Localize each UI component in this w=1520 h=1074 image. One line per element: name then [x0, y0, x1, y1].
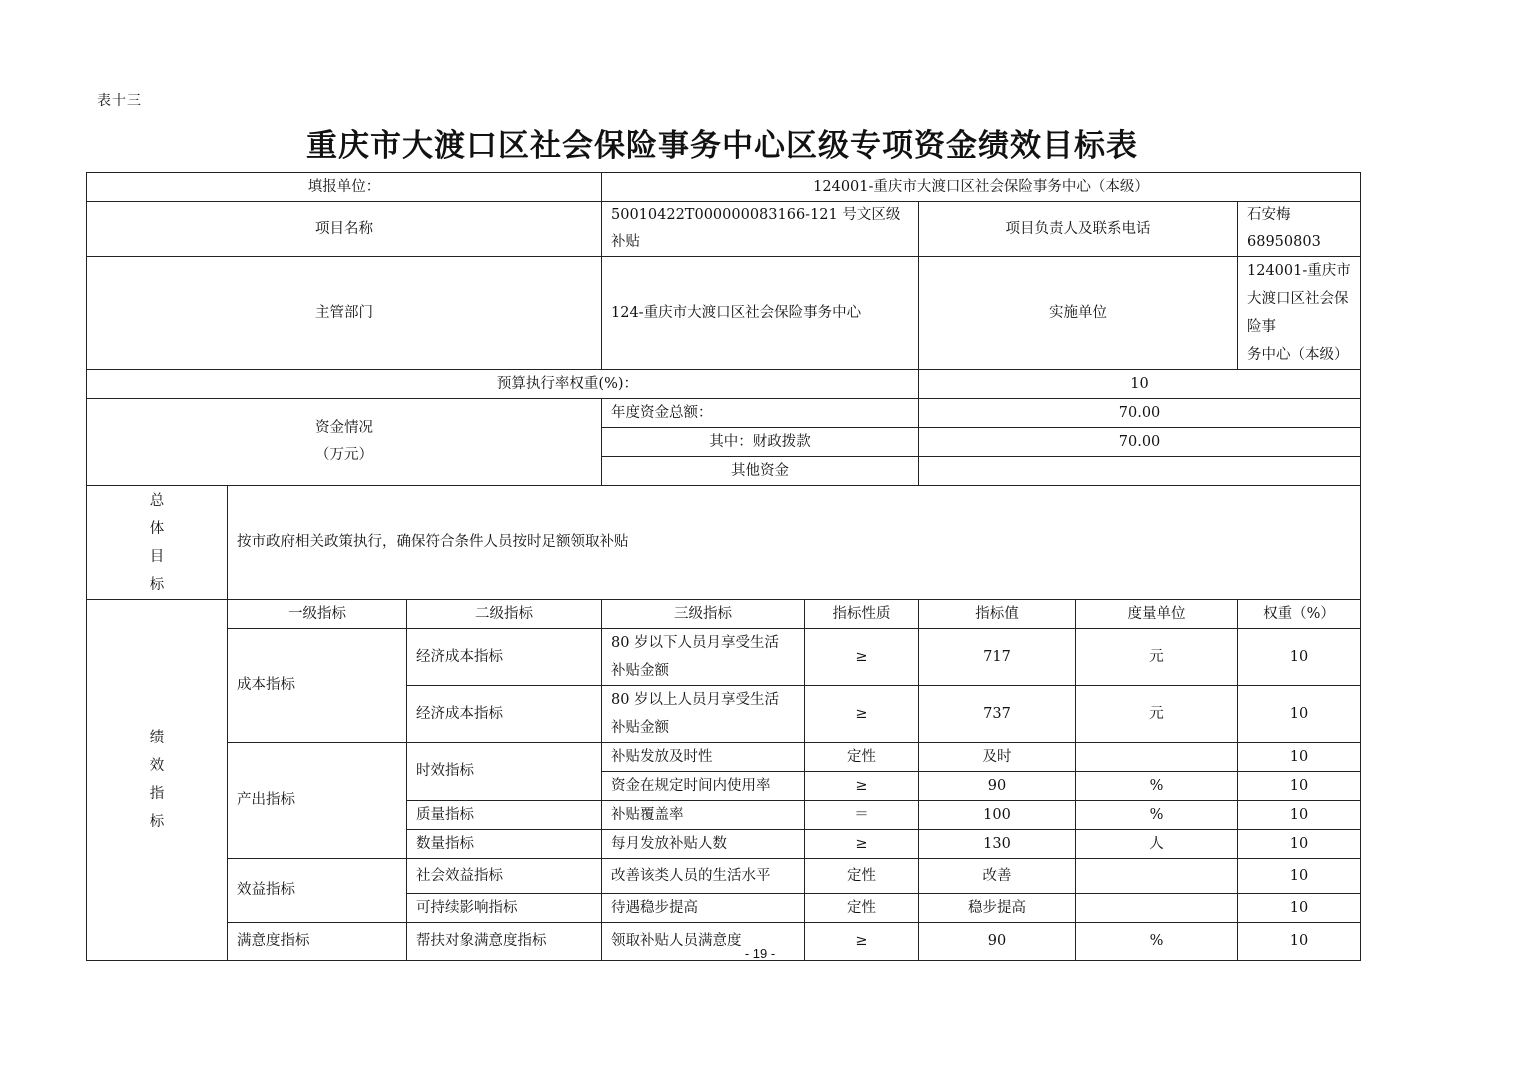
value-cell: 100 [919, 801, 1076, 830]
weight-cell: 10 [1238, 859, 1361, 894]
weight-cell: 10 [1238, 686, 1361, 743]
overall-goal-char: 目 [149, 548, 165, 565]
value-cell: 改善 [919, 859, 1076, 894]
nature-cell: ≥ [805, 629, 919, 686]
page-number: - 19 - [744, 946, 776, 961]
table-row [87, 743, 1361, 772]
perf-char: 效 [149, 758, 165, 774]
fill-unit-value: 124001-重庆市大渡口区社会保险事务中心（本级） [602, 173, 1361, 202]
level3-line1: 80 岁以上人员月享受生活 [611, 692, 780, 708]
level2-cell: 经济成本指标 [407, 686, 602, 743]
level3-cell: 补贴覆盖率 [602, 801, 805, 830]
value-cell: 90 [919, 772, 1076, 801]
funds-label-line1: 资金情况 [315, 420, 373, 436]
table-label: 表十三 [97, 93, 142, 109]
other-funds-label: 其他资金 [602, 457, 919, 486]
level3-cell [602, 629, 805, 686]
unit-cell [1076, 743, 1238, 772]
nature-cell: ＝ [805, 801, 919, 830]
project-name-label: 项目名称 [87, 202, 602, 257]
overall-goal-char: 标 [149, 576, 165, 593]
unit-cell: 人 [1076, 830, 1238, 859]
document-title: 重庆市大渡口区社会保险事务中心区级专项资金绩效目标表 [306, 128, 1138, 164]
header-level3: 三级指标 [602, 600, 805, 629]
annual-total-value: 70.00 [919, 399, 1361, 428]
project-contact-value: 石安梅 68950803 [1238, 202, 1361, 257]
nature-cell: ≥ [805, 923, 919, 961]
unit-cell [1076, 894, 1238, 923]
weight-cell: 10 [1238, 743, 1361, 772]
project-contact-label: 项目负责人及联系电话 [919, 202, 1238, 257]
weight-cell: 10 [1238, 801, 1361, 830]
level1-output: 产出指标 [228, 743, 407, 859]
fill-unit-row [87, 173, 1361, 202]
unit-cell: 元 [1076, 629, 1238, 686]
level1-cost: 成本指标 [228, 629, 407, 743]
perf-indicator-label [87, 600, 228, 961]
value-cell: 130 [919, 830, 1076, 859]
dept-label: 主管部门 [87, 257, 602, 370]
level3-cell: 资金在规定时间内使用率 [602, 772, 805, 801]
value-cell: 稳步提高 [919, 894, 1076, 923]
level2-cell: 经济成本指标 [407, 629, 602, 686]
header-weight: 权重（%） [1238, 600, 1361, 629]
performance-goal-table [86, 172, 1361, 961]
weight-cell: 10 [1238, 830, 1361, 859]
header-level2: 二级指标 [407, 600, 602, 629]
level3-cell: 改善该类人员的生活水平 [602, 859, 805, 894]
value-cell: 737 [919, 686, 1076, 743]
annual-total-row [87, 399, 1361, 428]
nature-cell: ≥ [805, 686, 919, 743]
level3-cell: 领取补贴人员满意度 [602, 923, 805, 961]
fiscal-value: 70.00 [919, 428, 1361, 457]
unit-cell: % [1076, 801, 1238, 830]
level2-cell: 帮扶对象满意度指标 [407, 923, 602, 961]
funds-label [87, 399, 602, 486]
table-row [87, 859, 1361, 894]
project-name-row [87, 202, 1361, 257]
impl-label: 实施单位 [919, 257, 1238, 370]
unit-cell: % [1076, 772, 1238, 801]
impl-value-line2: 务中心（本级） [1247, 347, 1349, 363]
unit-cell: 元 [1076, 686, 1238, 743]
indicator-header-row [87, 600, 1361, 629]
level2-cell: 时效指标 [407, 743, 602, 801]
annual-total-label: 年度资金总额： [602, 399, 919, 428]
level3-cell: 待遇稳步提高 [602, 894, 805, 923]
level3-line2: 补贴金额 [611, 720, 669, 736]
impl-value [1238, 257, 1361, 370]
level2-cell: 数量指标 [407, 830, 602, 859]
header-nature: 指标性质 [805, 600, 919, 629]
weight-cell: 10 [1238, 629, 1361, 686]
nature-cell: ≥ [805, 772, 919, 801]
level2-cell: 质量指标 [407, 801, 602, 830]
nature-cell: 定性 [805, 894, 919, 923]
unit-cell: % [1076, 923, 1238, 961]
weight-cell: 10 [1238, 923, 1361, 961]
fill-unit-label: 填报单位： [87, 173, 602, 202]
header-level1: 一级指标 [228, 600, 407, 629]
level3-line1: 80 岁以下人员月享受生活 [611, 635, 780, 651]
unit-cell [1076, 859, 1238, 894]
weight-cell: 10 [1238, 894, 1361, 923]
overall-goal-text: 按市政府相关政策执行，确保符合条件人员按时足额领取补贴 [228, 486, 1361, 600]
level3-cell [602, 686, 805, 743]
perf-char: 指 [149, 786, 165, 802]
perf-char: 绩 [149, 730, 165, 746]
table-row [87, 629, 1361, 686]
level2-cell: 可持续影响指标 [407, 894, 602, 923]
header-unit: 度量单位 [1076, 600, 1238, 629]
weight-cell: 10 [1238, 772, 1361, 801]
nature-cell: 定性 [805, 743, 919, 772]
budget-weight-value: 10 [919, 370, 1361, 399]
dept-value: 124-重庆市大渡口区社会保险事务中心 [602, 257, 919, 370]
overall-goal-label [87, 486, 228, 600]
overall-goal-row [87, 486, 1361, 600]
value-cell: 90 [919, 923, 1076, 961]
level1-benefit: 效益指标 [228, 859, 407, 923]
level3-cell: 补贴发放及时性 [602, 743, 805, 772]
nature-cell: ≥ [805, 830, 919, 859]
funds-label-line2: （万元） [315, 447, 373, 463]
overall-goal-char: 总 [149, 492, 165, 509]
value-cell: 及时 [919, 743, 1076, 772]
other-funds-value [919, 457, 1361, 486]
budget-weight-label: 预算执行率权重(%)： [87, 370, 919, 399]
level2-cell: 社会效益指标 [407, 859, 602, 894]
department-row [87, 257, 1361, 370]
value-cell: 717 [919, 629, 1076, 686]
header-value: 指标值 [919, 600, 1076, 629]
impl-value-line1: 124001-重庆市大渡口区社会保险事 [1247, 263, 1351, 335]
project-name-value: 50010422T000000083166-121 号文区级补贴 [602, 202, 919, 257]
fiscal-label: 其中：财政拨款 [602, 428, 919, 457]
perf-char: 标 [149, 814, 165, 830]
level3-line2: 补贴金额 [611, 663, 669, 679]
overall-goal-char: 体 [149, 520, 165, 537]
budget-weight-row [87, 370, 1361, 399]
level3-cell: 每月发放补贴人数 [602, 830, 805, 859]
level1-satisfaction: 满意度指标 [228, 923, 407, 961]
nature-cell: 定性 [805, 859, 919, 894]
